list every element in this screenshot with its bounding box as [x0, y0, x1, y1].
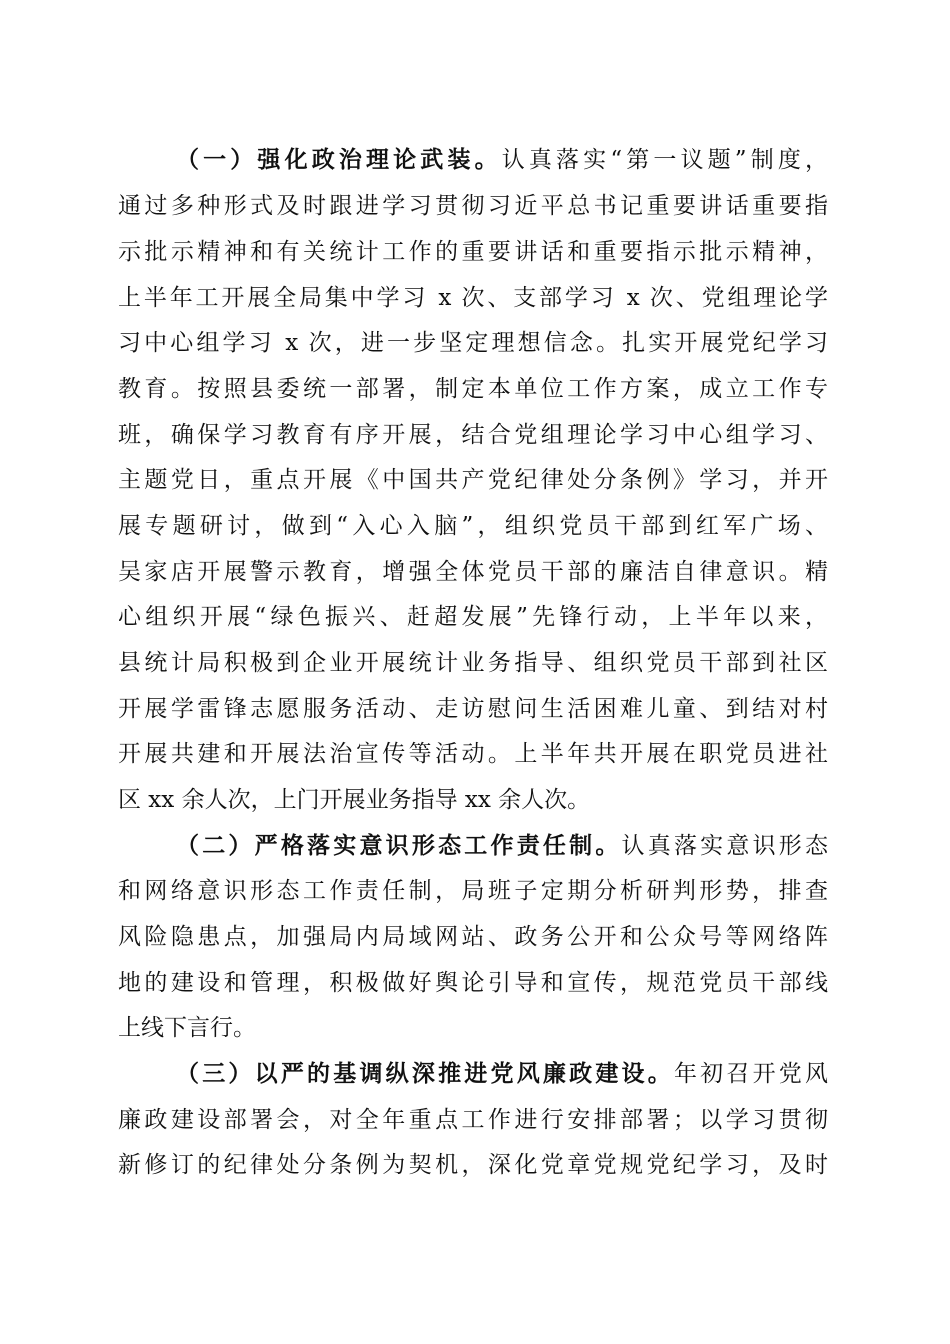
paragraph-3-line-3: 新修订的纪律处分条例为契机，深化党章党规党纪学习，及时 [118, 1152, 828, 1178]
paragraph-1-heading: （一）强化政治理论武装。 [176, 146, 502, 173]
paragraph-1-line-13: 开展学雷锋志愿服务活动、走访慰问生活困难儿童、到结对村 [118, 696, 828, 722]
paragraph-3-line-1 [176, 1054, 828, 1094]
paragraph-1-line-14: 开展共建和开展法治宣传等活动。上半年共开展在职党员进社 [118, 741, 828, 767]
paragraph-2-heading: （二）严格落实意识形态工作责任制。 [176, 832, 622, 859]
paragraph-1-line-10: 吴家店开展警示教育，增强全体党员干部的廉洁自律意识。精 [118, 559, 828, 585]
paragraph-1-line-8: 主题党日，重点开展《中国共产党纪律处分条例》学习，并开 [118, 467, 828, 493]
paragraph-1-line-15: 区 xx 余人次，上门开展业务指导 xx 余人次。 [118, 787, 591, 813]
paragraph-1-line-11: 心组织开展“绿色振兴、赶超发展”先锋行动，上半年以来， [118, 604, 828, 630]
paragraph-2-text: 认真落实意识形态 [621, 833, 829, 859]
paragraph-3-line-2: 廉政建设部署会，对全年重点工作进行安排部署；以学习贯彻 [118, 1107, 828, 1133]
paragraph-1-line-2: 通过多种形式及时跟进学习贯彻习近平总书记重要讲话重要指 [118, 193, 828, 219]
paragraph-1-text: 认真落实“第一议题”制度， [501, 147, 828, 173]
paragraph-1-line-3: 示批示精神和有关统计工作的重要讲话和重要指示批示精神， [118, 239, 828, 265]
paragraph-1-line-4: 上半年工开展全局集中学习 x 次、支部学习 x 次、党组理论学 [118, 285, 828, 311]
paragraph-3-text: 年初召开党风 [673, 1061, 829, 1087]
paragraph-1-line-9: 展专题研讨，做到“入心入脑”，组织党员干部到红军广场、 [118, 513, 828, 539]
paragraph-3-heading: （三）以严的基调纵深推进党风廉政建设。 [176, 1060, 674, 1087]
paragraph-1-line-5: 习中心组学习 x 次，进一步坚定理想信念。扎实开展党纪学习 [118, 330, 828, 356]
paragraph-2-line-5: 上线下言行。 [118, 1015, 256, 1041]
paragraph-1-line-12: 县统计局积极到企业开展统计业务指导、组织党员干部到社区 [118, 650, 828, 676]
paragraph-2-line-2: 和网络意识形态工作责任制，局班子定期分析研判形势，排查 [118, 878, 828, 904]
paragraph-2-line-1 [176, 826, 828, 866]
paragraph-2-line-4: 地的建设和管理，积极做好舆论引导和宣传，规范党员干部线 [118, 970, 828, 996]
paragraph-1-line-1 [176, 140, 828, 180]
paragraph-1-line-6: 教育。按照县委统一部署，制定本单位工作方案，成立工作专 [118, 376, 828, 402]
paragraph-1-line-7: 班，确保学习教育有序开展，结合党组理论学习中心组学习、 [118, 422, 828, 448]
paragraph-2-line-3: 风险隐患点，加强局内局域网站、政务公开和公众号等网络阵 [118, 924, 828, 950]
